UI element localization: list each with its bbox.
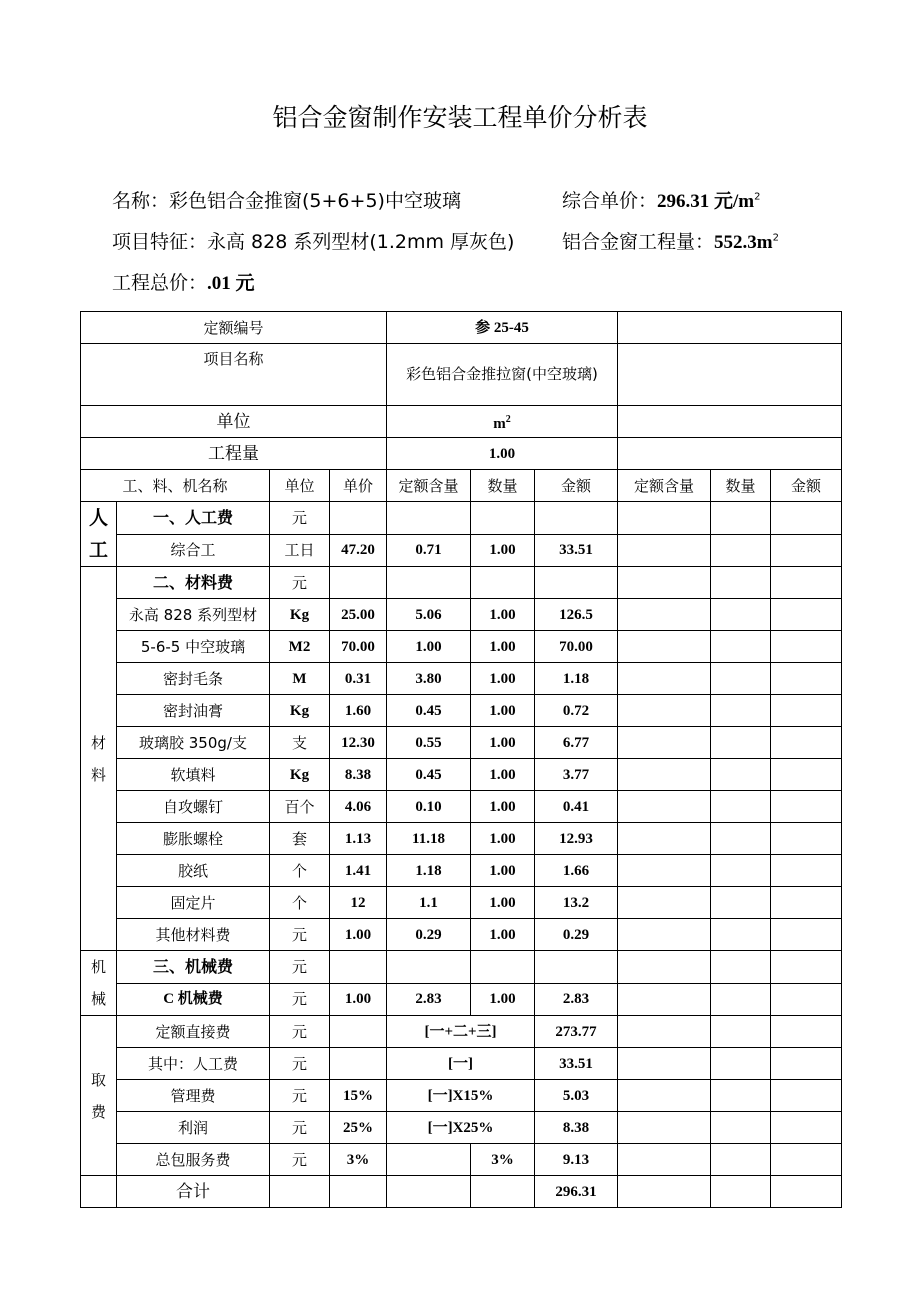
material-section-unit: 元	[270, 567, 330, 599]
page-title: 铝合金窗制作安装工程单价分析表	[272, 103, 648, 132]
item-name-row	[81, 344, 842, 406]
name-label: 名称：	[112, 190, 170, 212]
col-header-unit: 单位	[270, 470, 330, 502]
name-value: 彩色铝合金推窗(5+6+5)中空玻璃	[169, 190, 461, 212]
table-row: 胶纸 个 1.41 1.18 1.00 1.66	[81, 855, 842, 887]
quota-no-label: 定额编号	[81, 312, 387, 344]
table-row: C 机械费 元 1.00 2.83 1.00 2.83	[81, 983, 842, 1016]
col-header-quota-2: 定额含量	[618, 470, 711, 502]
category-labor: 人工	[81, 502, 117, 567]
material-section-title: 二、材料费	[117, 567, 270, 599]
qty-label: 工程量	[81, 438, 387, 470]
table-row: 永高 828 系列型材 Kg 25.00 5.06 1.00 126.5	[81, 599, 842, 631]
total-amount: 296.31	[535, 1176, 618, 1208]
category-material: 材料	[81, 567, 117, 951]
quantity-label: 铝合金窗工程量：	[562, 231, 715, 253]
table-row: 5-6-5 中空玻璃 M2 70.00 1.00 1.00 70.00	[81, 631, 842, 663]
price-analysis-table	[80, 311, 842, 1208]
fee-row: 管理费 元 15% [一]X15% 5.03	[81, 1080, 842, 1112]
name-line	[112, 186, 461, 213]
table-row: 玻璃胶 350g/支 支 12.30 0.55 1.00 6.77	[81, 727, 842, 759]
total-label: 合计	[117, 1176, 270, 1208]
column-header-row	[81, 470, 842, 502]
fee-row: 其中：人工费 元 [一] 33.51	[81, 1048, 842, 1080]
unit-label: 单位	[81, 406, 387, 438]
table-row: 软填料 Kg 8.38 0.45 1.00 3.77	[81, 759, 842, 791]
col-header-qty-2: 数量	[711, 470, 771, 502]
unit-row	[81, 406, 842, 438]
machine-section-unit: 元	[270, 951, 330, 984]
col-header-price: 单价	[330, 470, 387, 502]
item-name-value: 彩色铝合金推拉窗(中空玻璃)	[387, 344, 618, 406]
total-price-value: .01 元	[207, 273, 255, 294]
col-header-amount-2: 金额	[771, 470, 842, 502]
labor-section-row	[81, 502, 842, 535]
table-row: 自攻螺钉 百个 4.06 0.10 1.00 0.41	[81, 791, 842, 823]
material-section-row	[81, 567, 842, 599]
labor-section-unit: 元	[270, 502, 330, 535]
table-row: 其他材料费 元 1.00 0.29 1.00 0.29	[81, 919, 842, 951]
total-row	[81, 1176, 842, 1208]
empty-cell	[618, 344, 842, 406]
empty-cell	[618, 438, 842, 470]
qty-row	[81, 438, 842, 470]
col-header-qty: 数量	[471, 470, 535, 502]
total-price-label: 工程总价：	[112, 272, 208, 294]
fee-row: 总包服务费 元 3% 3% 9.13	[81, 1144, 842, 1176]
table-row: 密封油膏 Kg 1.60 0.45 1.00 0.72	[81, 695, 842, 727]
fee-row: 取费 定额直接费 元 [一+二+三] 273.77	[81, 1016, 842, 1048]
category-fee: 取费	[81, 1016, 117, 1176]
feature-line	[112, 227, 514, 254]
feature-value: 永高 828 系列型材(1.2mm 厚灰色)	[207, 231, 515, 253]
quota-no-value: 参 25-45	[387, 312, 618, 344]
fee-row: 利润 元 25% [一]X25% 8.38	[81, 1112, 842, 1144]
unit-price-line	[562, 186, 761, 213]
quantity-sup: 2	[772, 232, 779, 244]
quantity-value: 552.3m	[714, 232, 773, 253]
unit-value: $m^2$	[387, 406, 618, 438]
machine-section-row	[81, 951, 842, 984]
labor-section-title: 一、人工费	[117, 502, 270, 535]
item-name-label: 项目名称	[81, 344, 387, 406]
empty-cell	[618, 312, 842, 344]
table-row: 固定片 个 12 1.1 1.00 13.2	[81, 887, 842, 919]
feature-label: 项目特征：	[112, 231, 208, 253]
qty-value: 1.00	[387, 438, 618, 470]
empty-cell	[618, 406, 842, 438]
quota-no-row	[81, 312, 842, 344]
total-price-line	[112, 268, 255, 295]
category-machine: 机械	[81, 951, 117, 1016]
quantity-line	[562, 227, 779, 254]
col-header-amount: 金额	[535, 470, 618, 502]
unit-price-label: 综合单价：	[562, 190, 658, 212]
unit-price-value: 296.31 元/m	[657, 191, 755, 212]
col-header-quota: 定额含量	[387, 470, 471, 502]
table-row: 膨胀螺栓 套 1.13 11.18 1.00 12.93	[81, 823, 842, 855]
table-row: 密封毛条 M 0.31 3.80 1.00 1.18	[81, 663, 842, 695]
machine-section-title: 三、机械费	[117, 951, 270, 984]
col-header-name: 工、料、机名称	[81, 470, 270, 502]
unit-price-sup: 2	[754, 191, 761, 203]
table-row: 综合工 工日 47.20 0.71 1.00 33.51	[81, 534, 842, 567]
